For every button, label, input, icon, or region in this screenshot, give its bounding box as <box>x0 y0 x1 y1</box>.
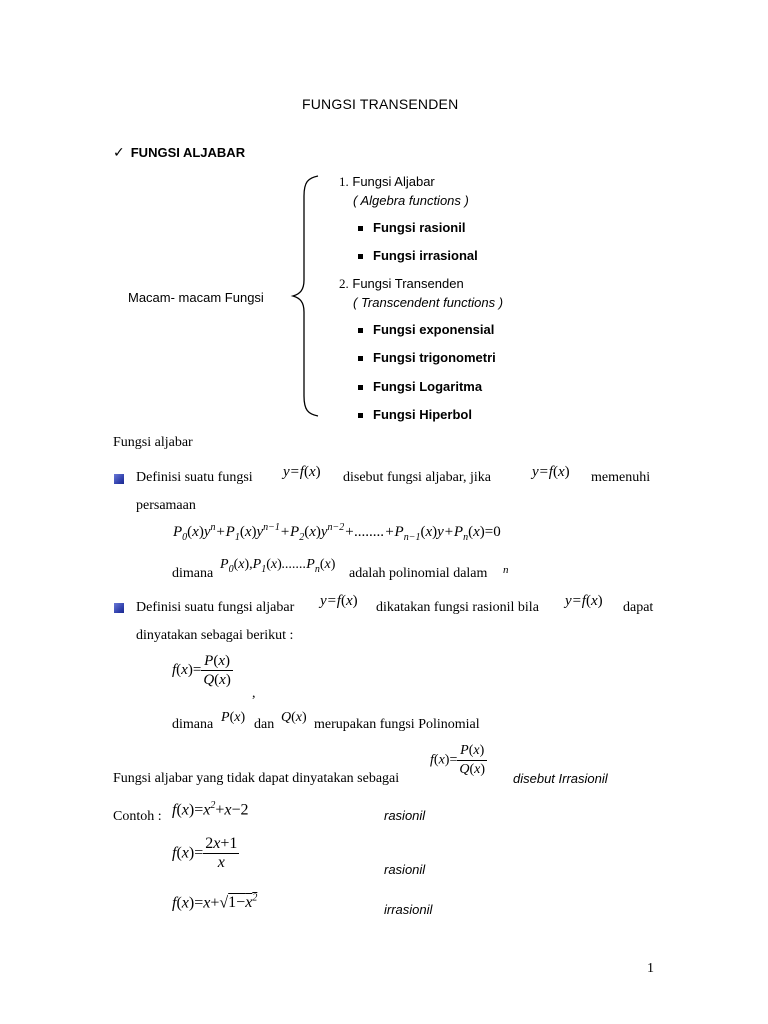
subheading: Fungsi aljabar <box>113 435 193 450</box>
curly-brace-icon <box>290 172 324 420</box>
group1-number: 1. <box>339 174 349 189</box>
example-type-3: irrasionil <box>384 902 433 917</box>
diagram-group2-subtitle: ( Transcendent functions ) <box>353 295 504 310</box>
math-polynomial-list: $P_0(x),P_1(x).......P_n(x)$ <box>220 557 336 575</box>
square-bullet-icon <box>358 328 363 333</box>
dimana1-b: adalah polinomial dalam <box>349 566 488 581</box>
diagram-group2-item <box>358 322 494 337</box>
page-number: 1 <box>647 961 654 976</box>
example-formula-1: $f(x)=x^2+x-2$ <box>172 800 249 819</box>
diagram-group2-item <box>358 379 482 394</box>
square-bullet-icon <box>358 254 363 259</box>
page-title: FUNGSI TRANSENDEN <box>302 96 459 112</box>
group2-label: Fungsi Transenden <box>352 276 464 291</box>
def1-text-a: Definisi suatu fungsi <box>136 470 253 485</box>
square-bullet-icon <box>358 413 363 418</box>
item-label: Fungsi irrasional <box>373 248 478 263</box>
square-bullet-icon <box>358 385 363 390</box>
group1-label: Fungsi Aljabar <box>352 174 435 189</box>
def2-text-c: dapat <box>623 600 654 615</box>
def1-text-b: disebut fungsi aljabar, jika <box>343 470 491 485</box>
math-y-eq-fx: y=f(x) <box>532 464 570 480</box>
diagram-group1-item <box>358 248 478 263</box>
dimana1-a: dimana <box>172 566 214 581</box>
diagram-left-label: Macam- macam Fungsi <box>128 290 264 305</box>
section-heading-text: FUNGSI ALJABAR <box>130 145 246 160</box>
square-bullet-icon <box>358 226 363 231</box>
item-label: Fungsi rasionil <box>373 220 466 235</box>
section-heading <box>113 145 245 161</box>
diagram-group2-title <box>339 276 464 292</box>
irr-text-b: disebut Irrasionil <box>513 771 608 786</box>
math-y-eq-fx: y=f(x) <box>320 593 358 609</box>
diagram-group1-subtitle: ( Algebra functions ) <box>353 193 469 208</box>
bullet-icon <box>114 474 124 484</box>
square-bullet-icon <box>358 356 363 361</box>
bullet-icon <box>114 603 124 613</box>
item-label: Fungsi Hiperbol <box>373 407 472 422</box>
irr-text-a: Fungsi aljabar yang tidak dapat dinyatakan sebagai <box>113 771 400 786</box>
math-px: P(x) <box>221 710 246 725</box>
diagram-group1-item <box>358 220 465 235</box>
rational-function-formula-small: f(x)= $\frac{P(x)}{Q(x)}$ <box>430 743 486 777</box>
dimana2-c: merupakan fungsi Polinomial <box>314 717 480 732</box>
dimana2-a: dimana <box>172 717 214 732</box>
diagram-group1-title <box>339 174 435 190</box>
example-formula-2: f(x)= $\frac{2x+1}{x}$ <box>172 835 238 871</box>
comma: , <box>252 686 256 701</box>
math-y-eq-fx: y=f(x) <box>283 464 321 480</box>
example-formula-3: $f(x)=x+√1-x^2$ <box>172 893 258 912</box>
checkmark-icon: ✓ <box>113 145 125 161</box>
diagram-group2-item <box>358 407 472 422</box>
def2-text-d: dinyatakan sebagai berikut : <box>136 628 294 643</box>
def1-text-c: memenuhi <box>591 470 651 485</box>
math-qx: Q(x) <box>281 710 307 725</box>
polynomial-equation: $P_0(x)y^n+P_1(x)y^{n-1}+P_2(x)y^{n-2}+........+P_{n-1}(x)y+P_n(x)=0$ <box>173 522 501 543</box>
example-type-2: rasionil <box>384 862 426 877</box>
math-n: n <box>503 564 509 576</box>
group2-number: 2. <box>339 276 349 291</box>
rational-function-formula: f(x)= $\frac{P(x)}{Q(x)}$ <box>172 653 231 688</box>
example-type-1: rasionil <box>384 808 426 823</box>
math-y-eq-fx: y=f(x) <box>565 593 603 609</box>
def2-text-b: dikatakan fungsi rasionil bila <box>376 600 539 615</box>
item-label: Fungsi Logaritma <box>373 379 483 394</box>
diagram-group2-item <box>358 350 496 365</box>
item-label: Fungsi trigonometri <box>373 350 496 365</box>
item-label: Fungsi exponensial <box>373 322 495 337</box>
dimana2-b: dan <box>254 717 275 732</box>
def1-text-d: persamaan <box>136 498 196 513</box>
def2-text-a: Definisi suatu fungsi aljabar <box>136 600 295 615</box>
contoh-label: Contoh : <box>113 809 162 824</box>
